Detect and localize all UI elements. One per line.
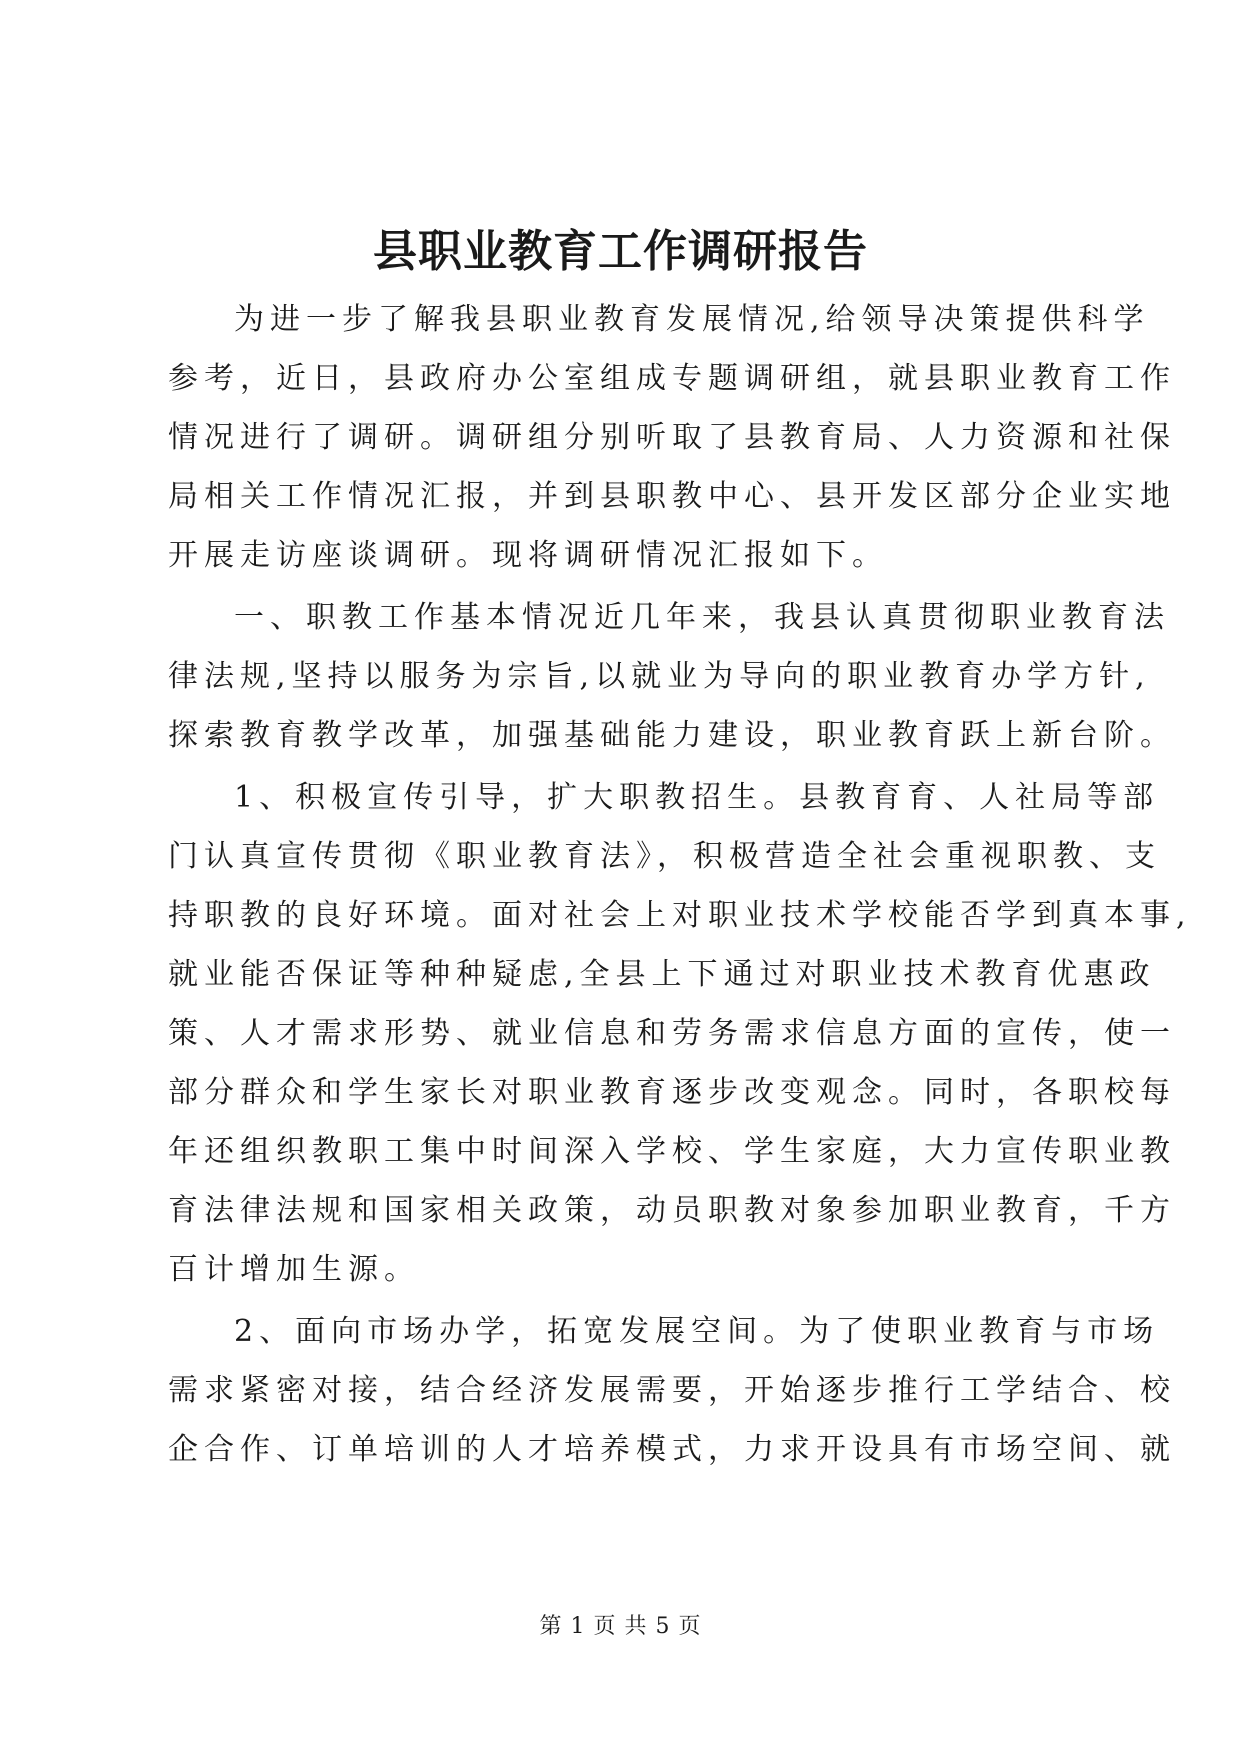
paragraph-line: 为进一步了解我县职业教育发展情况,给领导决策提供科学 xyxy=(234,302,1150,337)
paragraph-line: 策、人才需求形势、就业信息和劳务需求信息方面的宣传，使一 xyxy=(168,1016,1176,1051)
paragraph-line: 部分群众和学生家长对职业教育逐步改变观念。同时，各职校每 xyxy=(168,1075,1176,1110)
paragraph-line: 参考，近日，县政府办公室组成专题调研组，就县职业教育工作 xyxy=(168,361,1176,396)
document-title: 县职业教育工作调研报告 xyxy=(373,226,868,277)
paragraph-line: 百计增加生源。 xyxy=(168,1252,420,1287)
paragraph-line: 企合作、订单培训的人才培养模式，力求开设具有市场空间、就 xyxy=(168,1432,1176,1467)
paragraph-line: 开展走访座谈调研。现将调研情况汇报如下。 xyxy=(168,538,888,573)
paragraph-line: 持职教的良好环境。面对社会上对职业技术学校能否学到真本事, xyxy=(168,898,1192,933)
paragraph-line: 需求紧密对接，结合经济发展需要，开始逐步推行工学结合、校 xyxy=(168,1373,1176,1408)
paragraph-line: 2、面向市场办学，拓宽发展空间。为了使职业教育与市场 xyxy=(234,1314,1160,1349)
document-body xyxy=(168,290,1192,1479)
page-number: 第 1 页 共 5 页 xyxy=(539,1614,702,1639)
paragraph-line: 律法规,坚持以服务为宗旨,以就业为导向的职业教育办学方针, xyxy=(168,659,1151,694)
paragraph-line: 1、积极宣传引导，扩大职教招生。县教育育、人社局等部 xyxy=(234,780,1160,815)
paragraph-line: 年还组织教职工集中时间深入学校、学生家庭，大力宣传职业教 xyxy=(168,1134,1176,1169)
paragraph-line: 一、职教工作基本情况近几年来，我县认真贯彻职业教育法 xyxy=(234,600,1170,635)
paragraph-line: 局相关工作情况汇报，并到县职教中心、县开发区部分企业实地 xyxy=(168,479,1176,514)
paragraph-line: 育法律法规和国家相关政策，动员职教对象参加职业教育，千方 xyxy=(168,1193,1176,1228)
paragraph-line: 情况进行了调研。调研组分别听取了县教育局、人力资源和社保 xyxy=(168,420,1176,455)
paragraph-line: 门认真宣传贯彻《职业教育法》，积极营造全社会重视职教、支 xyxy=(168,839,1161,874)
paragraph-line: 探索教育教学改革，加强基础能力建设，职业教育跃上新台阶。 xyxy=(168,718,1176,753)
paragraph-line: 就业能否保证等种种疑虑,全县上下通过对职业技术教育优惠政 xyxy=(168,957,1156,992)
